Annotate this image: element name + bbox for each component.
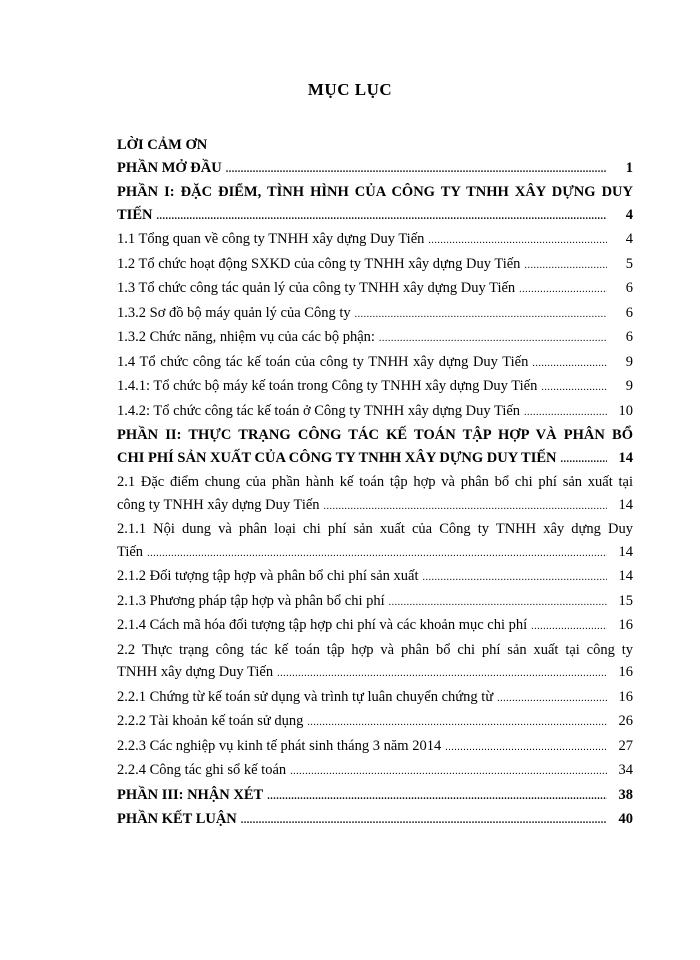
toc-entry-2-2-3[interactable] — [117, 735, 633, 760]
toc-page-number: 14 — [618, 496, 633, 513]
toc-page-number: 10 — [618, 402, 633, 419]
toc-page-number: 27 — [618, 737, 633, 754]
leader-dots — [379, 328, 607, 351]
toc-entry-label: PHẦN I: ĐẶC ĐIỂM, TÌNH HÌNH CỦA CÔNG TY TNHH XÂY DỰNG DUY — [117, 184, 633, 200]
leader-dots — [532, 353, 607, 376]
toc-entry-label: PHẦN III: NHẬN XÉT — [117, 786, 264, 803]
toc-entry-label: PHẦN MỞ ĐẦU — [117, 159, 222, 176]
leader-dots — [445, 737, 607, 760]
leader-dots — [428, 230, 607, 253]
toc-entry-label: 2.1.4 Cách mã hóa đối tượng tập hợp chi phí và các khoản mục chi phí — [117, 617, 528, 633]
toc-page-number: 14 — [618, 568, 633, 584]
toc-entry-label-continued: Tiến — [117, 543, 144, 560]
toc-entry-label: LỜI CẢM ƠN — [117, 137, 208, 153]
toc-entry-label-continued: TIẾN — [117, 206, 153, 223]
toc-entry-1-4-1[interactable] — [117, 375, 633, 400]
leader-dots — [290, 761, 607, 784]
leader-dots — [226, 159, 607, 182]
leader-dots — [389, 592, 607, 615]
toc-page-number: 16 — [618, 664, 633, 680]
toc-page-number: 16 — [618, 688, 633, 705]
toc-page-number: 40 — [618, 811, 633, 827]
toc-page-number: 4 — [625, 231, 633, 247]
leader-dots — [277, 663, 607, 686]
toc-page-number: 38 — [618, 786, 633, 803]
toc-page-number: 14 — [618, 543, 633, 560]
toc-entry-label-continued: TNHH xây dựng Duy Tiến — [117, 664, 274, 680]
toc-entry-label: 2.1 Đặc điểm chung của phần hành kế toán tập hợp và phân bổ chi phí sản xuất tại — [117, 474, 633, 490]
toc-entry-1-3-2-diagram[interactable] — [117, 302, 633, 327]
toc-page-number: 15 — [618, 592, 633, 609]
toc-entry-2-1-2[interactable] — [117, 565, 633, 590]
leader-dots — [355, 304, 607, 327]
leader-dots — [324, 496, 607, 519]
leader-dots — [519, 279, 607, 302]
toc-entry-label: 1.3 Tổ chức công tác quản lý của công ty TNHH xây dựng Duy Tiến — [117, 280, 516, 296]
toc-entry-label: PHẦN II: THỰC TRẠNG CÔNG TÁC KẾ TOÁN TẬP HỢP VÀ PHÂN BỔ — [117, 427, 633, 443]
toc-entry-label: 1.1 Tổng quan về công ty TNHH xây dựng Duy Tiến — [117, 231, 425, 247]
leader-dots — [422, 567, 607, 590]
leader-dots — [524, 402, 607, 425]
leader-dots — [267, 786, 607, 809]
toc-entry-1-1[interactable] — [117, 228, 633, 253]
toc-entry-part-3[interactable] — [117, 784, 633, 809]
leader-dots — [524, 255, 607, 278]
toc-entry-label: 2.1.1 Nội dung và phân loại chi phí sản xuất của Công ty TNHH xây dựng Duy — [117, 521, 633, 537]
toc-entry-1-4-2[interactable] — [117, 400, 633, 425]
toc-entry-2-1-3[interactable] — [117, 590, 633, 615]
leader-dots — [147, 543, 607, 566]
leader-dots — [560, 449, 607, 472]
toc-entry-2-2-4[interactable] — [117, 759, 633, 784]
toc-entry-2-2-2[interactable] — [117, 710, 633, 735]
leader-dots — [541, 377, 607, 400]
toc-entry-2-1-4[interactable] — [117, 614, 633, 639]
toc-page-number: 26 — [618, 713, 633, 729]
toc-entry-label: 1.4.1: Tổ chức bộ máy kế toán trong Công ty TNHH xây dựng Duy Tiến — [117, 378, 538, 394]
toc-entry-label-continued: công ty TNHH xây dựng Duy Tiến — [117, 496, 320, 513]
toc-page-number: 9 — [625, 378, 633, 394]
toc-entry-label-continued: CHI PHÍ SẢN XUẤT CỦA CÔNG TY TNHH XÂY DỰNG DUY TIẾN — [117, 449, 557, 466]
toc-entry-1-3[interactable] — [117, 277, 633, 302]
toc-entry-label: 1.4 Tổ chức công tác kế toán của công ty TNHH xây dựng Duy Tiến — [117, 353, 529, 370]
toc-entry-label: 2.2 Thực trạng công tác kế toán tập hợp và phân bổ chi phí sản xuất tại công ty — [117, 641, 633, 658]
toc-entry-2-2[interactable] — [117, 639, 633, 686]
toc-page-number: 5 — [625, 255, 633, 272]
toc-entry-label: 2.1.3 Phương pháp tập hợp và phân bổ chi phí — [117, 592, 385, 609]
toc-entry-1-2[interactable] — [117, 253, 633, 278]
toc-entry-label: 2.2.1 Chứng từ kế toán sử dụng và trình tự luân chuyển chứng từ — [117, 688, 494, 705]
toc-entry-1-3-2-functions[interactable] — [117, 326, 633, 351]
toc-entry-label: 1.4.2: Tổ chức công tác kế toán ở Công ty TNHH xây dựng Duy Tiến — [117, 402, 521, 419]
toc-page-number: 6 — [625, 280, 633, 296]
toc-entry-conclusion[interactable] — [117, 808, 633, 833]
toc-entry-1-4[interactable] — [117, 351, 633, 376]
toc-page-number: 6 — [625, 329, 633, 345]
toc-entry-label: 2.2.2 Tài khoản kế toán sử dụng — [117, 713, 304, 729]
toc-entry-2-1-1[interactable] — [117, 518, 633, 565]
toc-entry-label: 1.3.2 Sơ đồ bộ máy quản lý của Công ty — [117, 304, 351, 321]
toc-page-number: 34 — [618, 762, 633, 778]
page-title: MỤC LỤC — [307, 80, 393, 99]
toc-page-number: 1 — [625, 159, 633, 176]
toc-entry-introduction[interactable] — [117, 157, 633, 182]
toc-entry-label: 2.2.4 Công tác ghi sổ kế toán — [117, 762, 287, 778]
table-of-contents — [117, 134, 633, 833]
toc-page-number: 4 — [625, 206, 633, 223]
toc-entry-2-1[interactable] — [117, 471, 633, 518]
toc-entry-label: 2.1.2 Đối tượng tập hợp và phân bổ chi phí sản xuất — [117, 568, 419, 584]
toc-page-number: 16 — [618, 617, 633, 633]
toc-entry-label: 1.3.2 Chức năng, nhiệm vụ của các bộ phận: — [117, 329, 375, 345]
toc-entry-label: PHẦN KẾT LUẬN — [117, 811, 237, 827]
toc-entry-part-2[interactable] — [117, 424, 633, 471]
toc-page-number: 14 — [618, 449, 633, 466]
leader-dots — [497, 688, 607, 711]
leader-dots — [156, 206, 607, 229]
leader-dots — [531, 616, 607, 639]
toc-entry-part-1[interactable] — [117, 181, 633, 228]
toc-page-number: 6 — [625, 304, 633, 321]
toc-page-number: 9 — [625, 353, 633, 370]
leader-dots — [241, 810, 607, 833]
toc-entry-2-2-1[interactable] — [117, 686, 633, 711]
toc-entry-label: 1.2 Tổ chức hoạt động SXKD của công ty TNHH xây dựng Duy Tiến — [117, 255, 521, 272]
toc-entry-acknowledgements[interactable] — [117, 134, 633, 157]
toc-entry-label: 2.2.3 Các nghiệp vụ kinh tế phát sinh tháng 3 năm 2014 — [117, 737, 442, 754]
leader-dots — [307, 712, 607, 735]
